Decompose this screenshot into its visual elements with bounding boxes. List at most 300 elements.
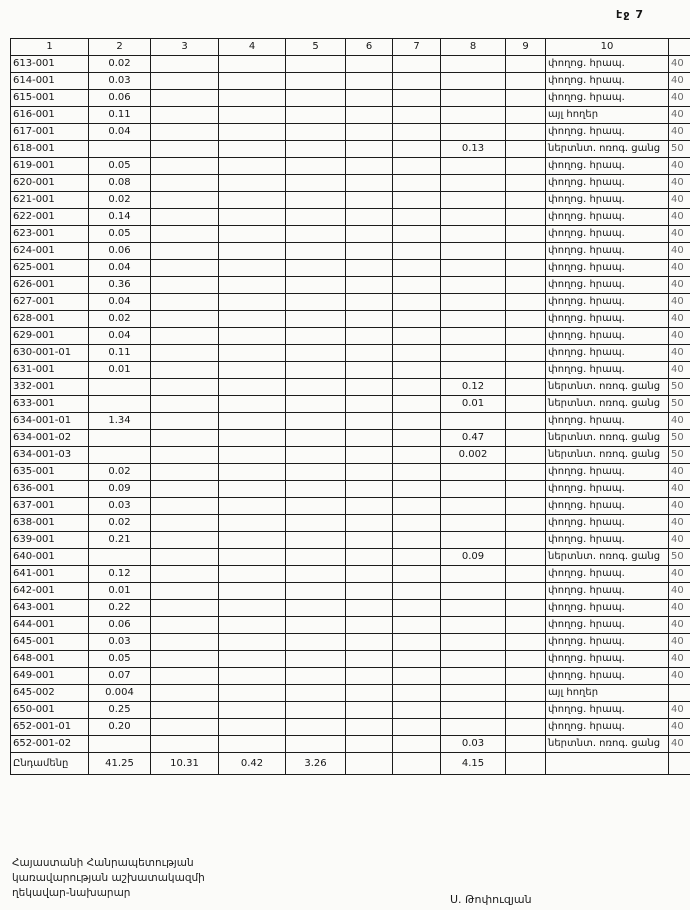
cell-col8 <box>441 175 506 192</box>
cell-col9 <box>506 56 546 73</box>
cell-col6 <box>346 634 393 651</box>
cell-col8 <box>441 600 506 617</box>
column-header: 3 <box>151 39 219 56</box>
cell-col9 <box>506 464 546 481</box>
cell-col7 <box>393 532 441 549</box>
cell-col2: 0.36 <box>89 277 151 294</box>
cell-col10: փողոց. հրապ. <box>546 362 669 379</box>
table-row <box>11 107 690 124</box>
cell-col10: փողոց. հրապ. <box>546 345 669 362</box>
cell-col9 <box>506 209 546 226</box>
table-row <box>11 651 690 668</box>
cell-col10: ներտնտ. ոռոգ. ցանց <box>546 141 669 158</box>
column-header: 4 <box>219 39 286 56</box>
table-row <box>11 566 690 583</box>
cell-col5 <box>286 634 346 651</box>
margin-mark: 40 <box>669 56 690 73</box>
margin-mark: 40 <box>669 260 690 277</box>
cell-col8 <box>441 685 506 702</box>
cell-col1: 332-001 <box>11 379 89 396</box>
cell-col8: 0.13 <box>441 141 506 158</box>
table-row <box>11 583 690 600</box>
table-row <box>11 56 690 73</box>
cell-col8 <box>441 73 506 90</box>
cell-col1: 641-001 <box>11 566 89 583</box>
cell-col3 <box>151 719 219 736</box>
cell-col7 <box>393 702 441 719</box>
cell-col5 <box>286 396 346 413</box>
margin-mark: 50 <box>669 549 690 566</box>
cell-col5 <box>286 175 346 192</box>
cell-col1: 617-001 <box>11 124 89 141</box>
cell-col7 <box>393 651 441 668</box>
header-row <box>11 39 690 56</box>
cell-col9 <box>506 413 546 430</box>
cell-col4 <box>219 413 286 430</box>
cell-col2: 0.22 <box>89 600 151 617</box>
cell-col1: 645-002 <box>11 685 89 702</box>
cell-col7 <box>393 362 441 379</box>
cell-col4 <box>219 668 286 685</box>
cell-col5 <box>286 90 346 107</box>
cell-col6 <box>346 447 393 464</box>
cell-col2: 41.25 <box>89 753 151 775</box>
cell-col9 <box>506 192 546 209</box>
cell-col8 <box>441 464 506 481</box>
cell-col1: 619-001 <box>11 158 89 175</box>
cell-col4 <box>219 566 286 583</box>
margin-cell <box>669 39 690 56</box>
cell-col10: փողոց. հրապ. <box>546 175 669 192</box>
cell-col9 <box>506 430 546 447</box>
cell-col5 <box>286 362 346 379</box>
cell-col4 <box>219 362 286 379</box>
cell-col1: 648-001 <box>11 651 89 668</box>
cell-col7 <box>393 481 441 498</box>
cell-col10: փողոց. հրապ. <box>546 651 669 668</box>
cell-col3 <box>151 413 219 430</box>
cell-col1: 643-001 <box>11 600 89 617</box>
cell-col7 <box>393 396 441 413</box>
cell-col7 <box>393 311 441 328</box>
cell-col8 <box>441 277 506 294</box>
cell-col4 <box>219 328 286 345</box>
cell-col3 <box>151 447 219 464</box>
cell-col10: ներտնտ. ոռոգ. ցանց <box>546 549 669 566</box>
margin-mark: 40 <box>669 158 690 175</box>
cell-col6 <box>346 719 393 736</box>
cell-col2: 0.004 <box>89 685 151 702</box>
column-header: 9 <box>506 39 546 56</box>
cell-col5 <box>286 498 346 515</box>
cell-col1: 625-001 <box>11 260 89 277</box>
cell-col8: 0.47 <box>441 430 506 447</box>
cell-col1: 645-001 <box>11 634 89 651</box>
cell-col1: 615-001 <box>11 90 89 107</box>
cell-col4 <box>219 583 286 600</box>
margin-mark <box>669 685 690 702</box>
cell-col4 <box>219 73 286 90</box>
cell-col7 <box>393 328 441 345</box>
cell-col5 <box>286 141 346 158</box>
table-row <box>11 362 690 379</box>
cell-col4 <box>219 702 286 719</box>
cell-col9 <box>506 294 546 311</box>
table-row <box>11 243 690 260</box>
cell-col8 <box>441 294 506 311</box>
cell-col8 <box>441 634 506 651</box>
cell-col9 <box>506 600 546 617</box>
cell-col4 <box>219 243 286 260</box>
cell-col9 <box>506 549 546 566</box>
table-row <box>11 413 690 430</box>
cell-col8 <box>441 260 506 277</box>
cell-col8 <box>441 158 506 175</box>
cell-col2: 0.11 <box>89 345 151 362</box>
signatory-title-line: կառավարության աշխատակազմի <box>12 872 205 884</box>
cell-col4 <box>219 175 286 192</box>
cell-col9 <box>506 345 546 362</box>
margin-mark: 40 <box>669 175 690 192</box>
cell-col5 <box>286 668 346 685</box>
cell-col7 <box>393 141 441 158</box>
cell-col3 <box>151 311 219 328</box>
cell-col6 <box>346 345 393 362</box>
cell-col6 <box>346 668 393 685</box>
cell-col10: այլ հողեր <box>546 685 669 702</box>
cell-col5 <box>286 651 346 668</box>
cell-col5 <box>286 243 346 260</box>
cell-col7 <box>393 226 441 243</box>
cell-col8 <box>441 532 506 549</box>
margin-mark: 40 <box>669 90 690 107</box>
cell-col9 <box>506 158 546 175</box>
cell-col3 <box>151 345 219 362</box>
cell-col2 <box>89 447 151 464</box>
margin-mark: 40 <box>669 566 690 583</box>
cell-col3 <box>151 396 219 413</box>
table-row <box>11 209 690 226</box>
cell-col3 <box>151 260 219 277</box>
cell-col3 <box>151 430 219 447</box>
cell-col1: 652-001-01 <box>11 719 89 736</box>
cell-col10: փողոց. հրապ. <box>546 209 669 226</box>
cell-col5 <box>286 481 346 498</box>
cell-col1: 637-001 <box>11 498 89 515</box>
cell-col4 <box>219 158 286 175</box>
cell-col4 <box>219 600 286 617</box>
cell-col9 <box>506 277 546 294</box>
table-row <box>11 294 690 311</box>
table-row <box>11 277 690 294</box>
margin-mark: 40 <box>669 294 690 311</box>
cell-col4 <box>219 124 286 141</box>
cell-col1: 635-001 <box>11 464 89 481</box>
total-row <box>11 753 690 775</box>
cell-col3 <box>151 226 219 243</box>
cell-col7 <box>393 515 441 532</box>
cell-col6 <box>346 583 393 600</box>
cell-col3 <box>151 464 219 481</box>
cell-col5 <box>286 583 346 600</box>
cell-col3 <box>151 532 219 549</box>
cell-col7 <box>393 56 441 73</box>
cell-col4 <box>219 56 286 73</box>
cell-col6 <box>346 209 393 226</box>
cell-col7 <box>393 175 441 192</box>
cell-col9 <box>506 532 546 549</box>
cell-col3 <box>151 277 219 294</box>
signatory-title-line: ղեկավար-նախարար <box>12 887 131 899</box>
cell-col10: փողոց. հրապ. <box>546 243 669 260</box>
cell-col10: փողոց. հրապ. <box>546 702 669 719</box>
cell-col3 <box>151 175 219 192</box>
cell-col6 <box>346 311 393 328</box>
cell-col2: 0.04 <box>89 260 151 277</box>
cell-col3 <box>151 566 219 583</box>
cell-col2: 0.11 <box>89 107 151 124</box>
cell-col9 <box>506 668 546 685</box>
cell-col7 <box>393 736 441 753</box>
table-row <box>11 73 690 90</box>
cell-col10: ներտնտ. ոռոգ. ցանց <box>546 379 669 396</box>
cell-col3 <box>151 685 219 702</box>
cell-col6 <box>346 532 393 549</box>
table-row <box>11 549 690 566</box>
column-header: 6 <box>346 39 393 56</box>
cell-col8: 0.01 <box>441 396 506 413</box>
cell-col6 <box>346 260 393 277</box>
cell-col8 <box>441 107 506 124</box>
margin-mark <box>669 753 690 775</box>
cell-col2: 0.03 <box>89 73 151 90</box>
cell-col9 <box>506 651 546 668</box>
margin-mark: 50 <box>669 396 690 413</box>
cell-col6 <box>346 498 393 515</box>
cell-col5 <box>286 549 346 566</box>
cell-col3 <box>151 515 219 532</box>
cell-col9 <box>506 447 546 464</box>
cell-col4 <box>219 498 286 515</box>
table-row <box>11 481 690 498</box>
table-row <box>11 685 690 702</box>
table-row <box>11 430 690 447</box>
cell-col1: 638-001 <box>11 515 89 532</box>
cell-col1: 624-001 <box>11 243 89 260</box>
cell-col6 <box>346 226 393 243</box>
cell-col9 <box>506 583 546 600</box>
cell-col3: 10.31 <box>151 753 219 775</box>
cell-col8 <box>441 413 506 430</box>
cell-col5 <box>286 515 346 532</box>
cell-col1: 614-001 <box>11 73 89 90</box>
margin-mark: 40 <box>669 243 690 260</box>
cell-col6 <box>346 90 393 107</box>
margin-mark: 40 <box>669 277 690 294</box>
cell-col3 <box>151 481 219 498</box>
cell-col10: փողոց. հրապ. <box>546 124 669 141</box>
cell-col10: փողոց. հրապ. <box>546 617 669 634</box>
cell-col9 <box>506 719 546 736</box>
cell-col4 <box>219 685 286 702</box>
cell-col6 <box>346 328 393 345</box>
margin-mark: 40 <box>669 719 690 736</box>
table-row <box>11 736 690 753</box>
cell-col7 <box>393 753 441 775</box>
table-row <box>11 260 690 277</box>
cell-col2: 0.02 <box>89 311 151 328</box>
cell-col1: 634-001-02 <box>11 430 89 447</box>
cell-col8 <box>441 651 506 668</box>
margin-mark: 40 <box>669 583 690 600</box>
cell-col2 <box>89 396 151 413</box>
margin-mark: 40 <box>669 362 690 379</box>
cell-col6 <box>346 464 393 481</box>
cell-col4 <box>219 651 286 668</box>
cell-col1: 649-001 <box>11 668 89 685</box>
table-row <box>11 311 690 328</box>
table-row <box>11 719 690 736</box>
cell-col1: 640-001 <box>11 549 89 566</box>
cell-col8: 4.15 <box>441 753 506 775</box>
cell-col7 <box>393 617 441 634</box>
signatory-title-line: Հայաստանի Հանրապետության <box>12 857 194 869</box>
cell-col8 <box>441 345 506 362</box>
margin-mark: 50 <box>669 447 690 464</box>
cell-col10: փողոց. հրապ. <box>546 566 669 583</box>
cell-col5 <box>286 413 346 430</box>
cell-col9 <box>506 396 546 413</box>
cell-col4 <box>219 396 286 413</box>
cell-col8: 0.12 <box>441 379 506 396</box>
cell-col10: ներտնտ. ոռոգ. ցանց <box>546 430 669 447</box>
cell-col4 <box>219 209 286 226</box>
cell-col7 <box>393 158 441 175</box>
cell-col2: 0.05 <box>89 158 151 175</box>
cell-col7 <box>393 413 441 430</box>
cell-col7 <box>393 192 441 209</box>
cell-col10: փողոց. հրապ. <box>546 192 669 209</box>
margin-mark: 40 <box>669 73 690 90</box>
cell-col9 <box>506 515 546 532</box>
margin-mark: 50 <box>669 379 690 396</box>
cell-col3 <box>151 124 219 141</box>
cell-col4 <box>219 345 286 362</box>
cell-col8 <box>441 481 506 498</box>
cell-col10 <box>546 753 669 775</box>
cell-col5 <box>286 158 346 175</box>
table-row <box>11 345 690 362</box>
cell-col8 <box>441 719 506 736</box>
cell-col2: 0.03 <box>89 634 151 651</box>
cell-col8 <box>441 362 506 379</box>
table-row <box>11 396 690 413</box>
cell-col6 <box>346 141 393 158</box>
cell-col10: փողոց. հրապ. <box>546 634 669 651</box>
margin-mark: 40 <box>669 345 690 362</box>
cell-col3 <box>151 583 219 600</box>
cell-col6 <box>346 277 393 294</box>
cell-col9 <box>506 379 546 396</box>
cell-col4 <box>219 719 286 736</box>
cell-col9 <box>506 634 546 651</box>
cell-col7 <box>393 124 441 141</box>
table-row <box>11 124 690 141</box>
cell-col2: 0.20 <box>89 719 151 736</box>
cell-col6 <box>346 617 393 634</box>
cell-col2: 0.05 <box>89 226 151 243</box>
cell-col3 <box>151 328 219 345</box>
cell-col3 <box>151 141 219 158</box>
margin-mark: 50 <box>669 430 690 447</box>
cell-col3 <box>151 294 219 311</box>
cell-col9 <box>506 260 546 277</box>
cell-col10: փողոց. հրապ. <box>546 260 669 277</box>
cell-col6 <box>346 396 393 413</box>
cell-col7 <box>393 719 441 736</box>
margin-mark: 40 <box>669 328 690 345</box>
margin-mark: 40 <box>669 736 690 753</box>
cell-col2: 0.06 <box>89 90 151 107</box>
table-row <box>11 226 690 243</box>
cell-col4 <box>219 294 286 311</box>
table-row <box>11 498 690 515</box>
cell-col8 <box>441 226 506 243</box>
cell-col4 <box>219 141 286 158</box>
cell-col3 <box>151 379 219 396</box>
cell-col10: փողոց. հրապ. <box>546 498 669 515</box>
margin-mark: 40 <box>669 107 690 124</box>
cell-col6 <box>346 413 393 430</box>
table-row <box>11 634 690 651</box>
cell-col3 <box>151 617 219 634</box>
margin-mark: 40 <box>669 651 690 668</box>
cell-col4 <box>219 430 286 447</box>
cell-col6 <box>346 124 393 141</box>
cell-col8 <box>441 515 506 532</box>
cell-col6 <box>346 362 393 379</box>
cell-col9 <box>506 175 546 192</box>
signature-name: Ս. Թոփուզյան <box>450 893 532 906</box>
cell-col2: 0.09 <box>89 481 151 498</box>
cell-col1: 616-001 <box>11 107 89 124</box>
cell-col6 <box>346 192 393 209</box>
margin-mark: 40 <box>669 702 690 719</box>
cell-col6 <box>346 566 393 583</box>
column-header: 10 <box>546 39 669 56</box>
cell-col9 <box>506 141 546 158</box>
cell-col2: 0.01 <box>89 583 151 600</box>
cell-col2: 0.08 <box>89 175 151 192</box>
column-header: 7 <box>393 39 441 56</box>
cell-col1: 618-001 <box>11 141 89 158</box>
cell-col4 <box>219 617 286 634</box>
cell-col9 <box>506 362 546 379</box>
cell-col10: փողոց. հրապ. <box>546 226 669 243</box>
cell-col8 <box>441 209 506 226</box>
cell-col9 <box>506 243 546 260</box>
cell-col4 <box>219 464 286 481</box>
column-header: 2 <box>89 39 151 56</box>
cell-col8 <box>441 583 506 600</box>
cell-col8 <box>441 124 506 141</box>
cell-col5 <box>286 260 346 277</box>
cell-col10: փողոց. հրապ. <box>546 719 669 736</box>
margin-mark: 40 <box>669 515 690 532</box>
cell-col2: 0.01 <box>89 362 151 379</box>
cell-col7 <box>393 277 441 294</box>
cell-col2: 0.02 <box>89 192 151 209</box>
